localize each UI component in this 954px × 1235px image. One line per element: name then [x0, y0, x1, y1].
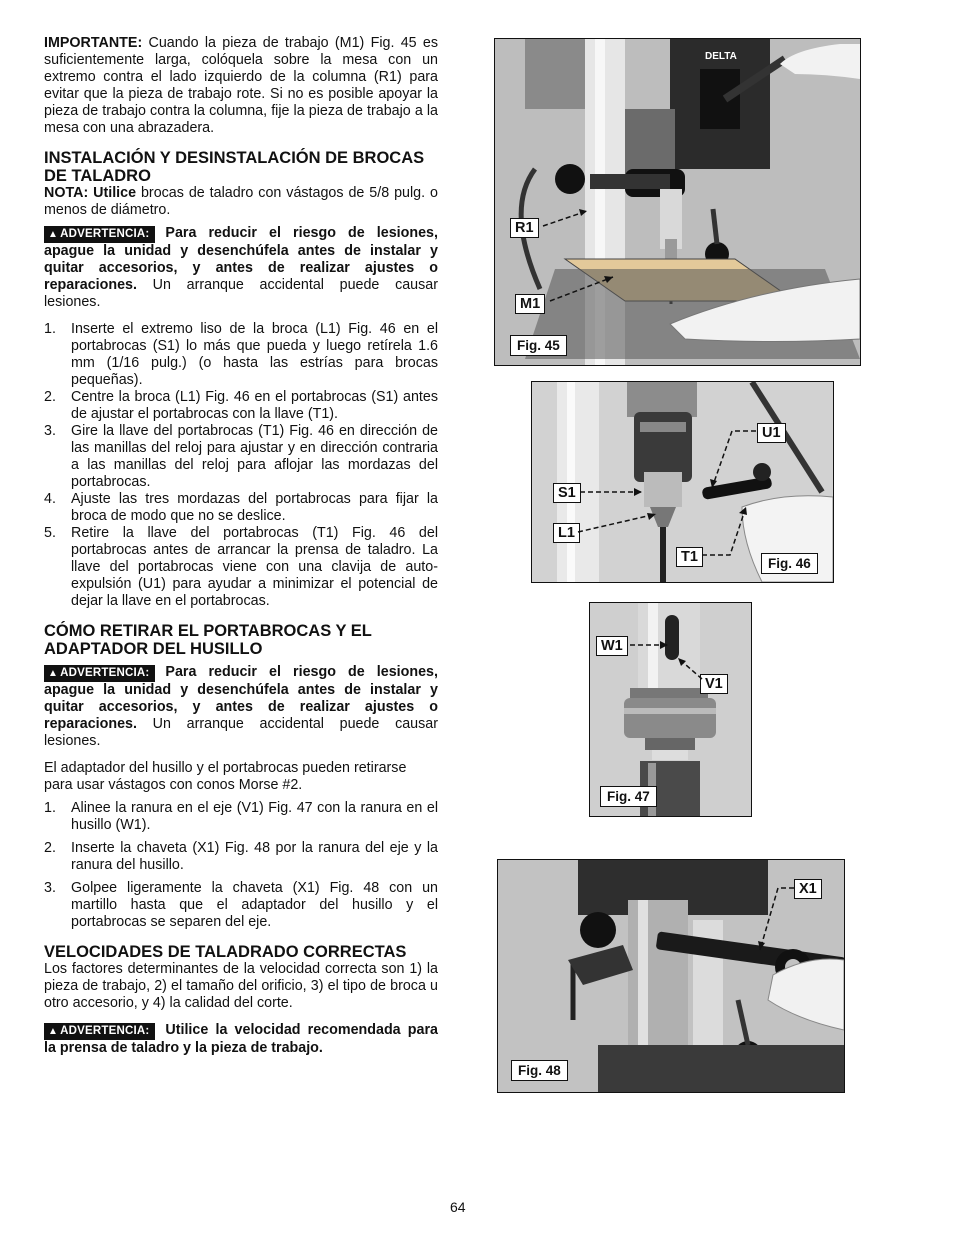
- warning-text: Un arranque accidental puede causar lesiones.: [44, 277, 438, 310]
- figure-45: [494, 38, 861, 366]
- section1-warning: [44, 225, 438, 311]
- figure-48: [497, 859, 845, 1093]
- warning-badge: ▲ ADVERTENCIA:: [44, 665, 155, 682]
- label-r1: R1: [510, 218, 539, 238]
- list-item: 3. Gire la llave del portabrocas (T1) Fig. 46 en dirección de las manillas del reloj para ajustar y en dirección contraria a las manillas del reloj para aflojar las mordazas del portabrocas.: [44, 423, 438, 490]
- list-item: 1. Inserte el extremo liso de la broca (L1) Fig. 46 en el portabrocas (S1) lo más que pueda y luego retírela 1.6 mm (1/16 pulg.) (o hasta las estrías para brocas pequeñas).: [44, 321, 438, 388]
- leader-lines: [498, 860, 844, 1092]
- section2-title: CÓMO RETIRAR EL PORTABROCAS Y EL ADAPTADOR DEL HUSILLO: [44, 622, 372, 658]
- warning-bold: Para reducir el riesgo de lesiones, apague la unidad y desenchúfela antes de instalar y quitar accesorios, y antes de realizar ajustes o reparaciones.: [44, 225, 438, 293]
- warning-triangle-icon: ▲: [48, 1026, 59, 1037]
- figure-46: [531, 381, 834, 583]
- list-item: 1. Alinee la ranura en el eje (V1) Fig. 47 con la ranura en el husillo (W1).: [44, 800, 438, 833]
- label-s1: S1: [553, 483, 581, 503]
- note-lead: NOTA: Utilice: [44, 185, 137, 201]
- warning-badge: ▲ ADVERTENCIA:: [44, 226, 155, 243]
- section2-steps: [44, 800, 438, 931]
- label-x1: X1: [794, 879, 822, 899]
- section1-note: [44, 185, 438, 219]
- section1-steps: [44, 321, 438, 610]
- note-text: brocas de taladro con vástagos de 5/8 pulg. o menos de diámetro.: [44, 185, 438, 218]
- label-w1: W1: [596, 636, 628, 656]
- warning-triangle-icon: ▲: [48, 229, 59, 240]
- brand-text: DELTA: [705, 51, 737, 62]
- figure-caption: Fig. 45: [510, 335, 567, 356]
- text-column: [44, 35, 438, 1057]
- warning-bold: Para reducir el riesgo de lesiones, apague la unidad y desenchúfela antes de instalar y quitar accesorios, y antes de realizar ajustes o reparaciones.: [44, 664, 438, 732]
- warning-bold: Utilice la velocidad recomendada para la prensa de taladro y la pieza de trabajo.: [44, 1022, 438, 1056]
- leader-lines: [532, 382, 833, 582]
- label-l1: L1: [553, 523, 580, 543]
- section3-title: VELOCIDADES DE TALADRADO CORRECTAS: [44, 943, 407, 961]
- label-v1: V1: [700, 674, 728, 694]
- section2-warning: [44, 664, 438, 750]
- warning-text: Un arranque accidental puede causar lesiones.: [44, 716, 438, 749]
- list-item: 4. Ajuste las tres mordazas del portabrocas para fijar la broca de modo que no se deslice.: [44, 491, 438, 524]
- intro-lead: IMPORTANTE:: [44, 35, 143, 51]
- list-item: 3. Golpee ligeramente la chaveta (X1) Fig. 48 con un martillo hasta que el adaptador del husillo y el portabrocas se separen del eje.: [44, 880, 438, 930]
- label-u1: U1: [757, 423, 786, 443]
- list-item: 2. Inserte la chaveta (X1) Fig. 48 por la ranura del eje y la ranura del husillo.: [44, 840, 438, 873]
- leader-lines: [495, 39, 860, 365]
- section2-intro: El adaptador del husillo y el portabrocas pueden retirarse para usar vástagos con conos Morse #2.: [44, 760, 407, 793]
- figure-caption: Fig. 48: [511, 1060, 568, 1081]
- page-number: 64: [450, 1199, 466, 1215]
- label-m1: M1: [515, 294, 545, 314]
- intro-paragraph: [44, 35, 438, 137]
- section3-text: Los factores determinantes de la velocidad correcta son 1) la pieza de trabajo, 2) el tamaño del orificio, 3) el tipo de broca u otro accesorio, y 4) la calidad del corte.: [44, 961, 438, 1011]
- section1-title: INSTALACIÓN Y DESINSTALACIÓN DE BROCAS DE TALADRO: [44, 149, 425, 185]
- figure-caption: Fig. 47: [600, 786, 657, 807]
- warning-triangle-icon: ▲: [48, 668, 59, 679]
- warning-badge: ▲ ADVERTENCIA:: [44, 1023, 155, 1040]
- figure-caption: Fig. 46: [761, 553, 818, 574]
- section3-warning: [44, 1022, 438, 1057]
- leader-lines: [590, 603, 751, 816]
- intro-text: Cuando la pieza de trabajo (M1) Fig. 45 es suficientemente larga, colóquela sobre la mesa con un extremo contra el lado izquierdo de la columna (R1) para evitar que la pieza de trabajo rote. Si no es posible apoyar la pieza de trabajo contra la columna, fije la pieza de trabajo a la mesa con una abrazadera.: [44, 35, 438, 136]
- list-item: 5. Retire la llave del portabrocas (T1) Fig. 46 del portabrocas antes de arrancar la prensa de taladro. La llave del portabrocas viene con una clavija de auto-expulsión (U1) para ayudar a minimizar el potencial de dejar la llave en el portabrocas.: [44, 525, 438, 609]
- figure-47: [589, 602, 752, 817]
- label-t1: T1: [676, 547, 703, 567]
- list-item: 2. Centre la broca (L1) Fig. 46 en el portabrocas (S1) antes de ajustar el portabrocas con la llave (T1).: [44, 389, 438, 422]
